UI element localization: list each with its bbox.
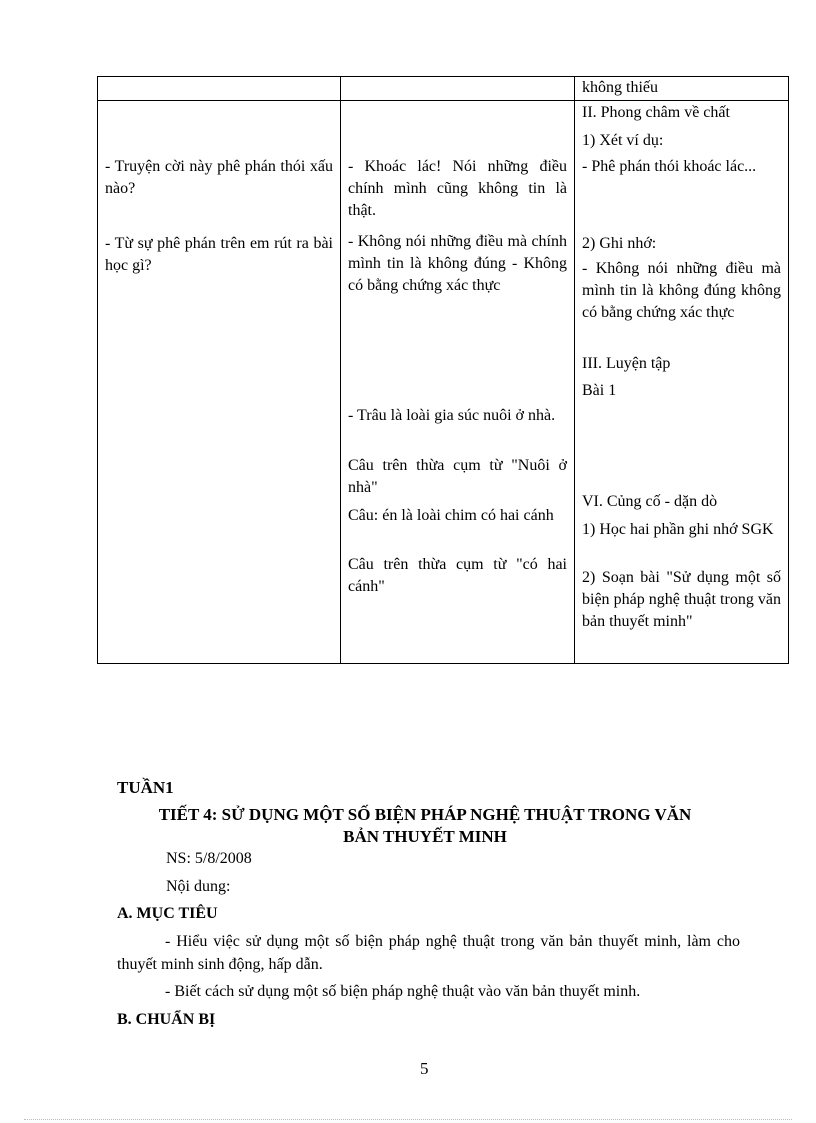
table-cell bbox=[98, 77, 341, 101]
lesson-table bbox=[97, 76, 789, 664]
answer-3: - Trâu là loài gia súc nuôi ở nhà. bbox=[348, 407, 556, 424]
cell-text: không thiếu bbox=[582, 79, 658, 96]
answer-5: Câu: én là loài chim có hai cánh bbox=[348, 507, 554, 524]
answer-2: - Không nói những điều mà chính mình tin là không đúng - Không có bằng chứng xác thực bbox=[348, 233, 567, 294]
note-4: 2) Ghi nhớ: bbox=[582, 235, 657, 252]
ns-date: NS: 5/8/2008 bbox=[166, 850, 252, 867]
answer-6: Câu trên thừa cụm từ "có hai cánh" bbox=[348, 556, 567, 595]
answer-4: Câu trên thừa cụm từ "Nuôi ở nhà" bbox=[348, 457, 567, 496]
note-1: II. Phong châm về chất bbox=[582, 104, 730, 121]
note-9: 1) Học hai phần ghi nhớ SGK bbox=[582, 521, 774, 538]
table-row bbox=[98, 77, 789, 101]
question-1: - Truyện cời này phê phán thói xấu nào? bbox=[105, 158, 333, 197]
week-label: TUẦN1 bbox=[117, 778, 174, 797]
note-7: Bài 1 bbox=[582, 382, 617, 399]
answer-column bbox=[341, 101, 575, 664]
answer-1: - Khoác lác! Nói những điều chính mình cũng không tin là thật. bbox=[348, 158, 567, 219]
objective-1: - Hiểu việc sử dụng một số biện pháp nghệ thuật trong văn bản thuyết minh, làm cho thuyết minh sinh động, hấp dẫn. bbox=[117, 933, 740, 973]
table-row bbox=[98, 101, 789, 664]
section-a-heading: A. MỤC TIÊU bbox=[117, 905, 218, 922]
page-number: 5 bbox=[420, 1059, 429, 1078]
lesson-title-line2: BẢN THUYẾT MINH bbox=[343, 827, 507, 846]
table-cell bbox=[575, 77, 789, 101]
note-8: VI. Củng cố - dặn dò bbox=[582, 493, 718, 510]
note-6: III. Luyện tập bbox=[582, 355, 671, 372]
lesson-title-line1: TIẾT 4: SỬ DỤNG MỘT SỐ BIỆN PHÁP NGHỆ THUẬT TRONG VĂN bbox=[158, 805, 692, 824]
lesson-title bbox=[100, 804, 750, 848]
note-2: 1) Xét ví dụ: bbox=[582, 132, 664, 149]
content-label: Nội dung: bbox=[166, 878, 231, 895]
question-column bbox=[98, 101, 341, 664]
table-cell bbox=[341, 77, 575, 101]
note-5: - Không nói những điều mà mình tin là không đúng không có bằng chứng xác thực bbox=[582, 260, 781, 321]
note-3: - Phê phán thói khoác lác... bbox=[582, 158, 757, 175]
notes-column bbox=[575, 101, 789, 664]
section-b-heading: B. CHUẨN BỊ bbox=[117, 1011, 216, 1028]
question-2: - Từ sự phê phán trên em rút ra bài học gì? bbox=[105, 235, 333, 274]
page-bottom-divider bbox=[24, 1119, 792, 1120]
objective-2: - Biết cách sử dụng một số biện pháp nghệ thuật vào văn bản thuyết minh. bbox=[165, 983, 641, 1000]
note-10: 2) Soạn bài "Sử dụng một số biện pháp nghệ thuật trong văn bản thuyết minh" bbox=[582, 569, 781, 630]
